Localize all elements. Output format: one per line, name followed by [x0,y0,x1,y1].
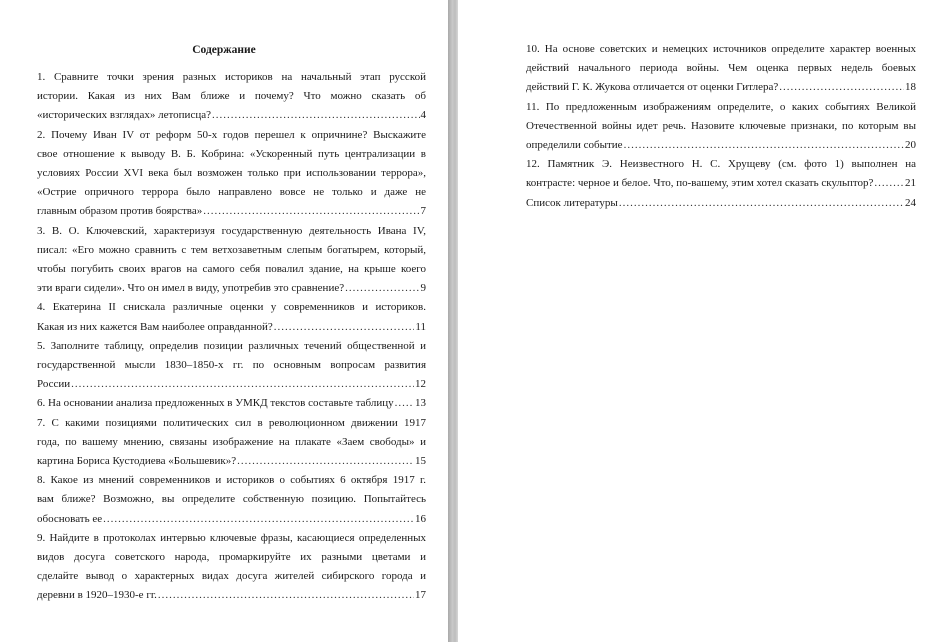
dot-leader [103,510,414,529]
dot-leader [212,106,420,125]
toc-entry-text: Список литературы [526,196,618,209]
dot-leader [345,279,419,298]
toc-page-number: 21 [905,177,916,190]
page-gutter [448,0,458,642]
toc-entry[interactable] [37,394,426,413]
toc-entry-line: Отечественной войны идет речь. Назовите ключевые признаки, по которым вы [526,119,916,132]
dot-leader [71,375,414,394]
toc-page-number: 15 [415,455,426,468]
toc-page-number: 9 [420,282,426,295]
toc-page-number: 17 [415,589,426,602]
toc-entry-line: 3. В. О. Ключевский, характеризуя государственную деятельность Ивана IV, [37,224,426,237]
toc-entry[interactable] [37,337,426,395]
toc-entry-line: условиях России XVI века был возможен только при использовании террора», [37,167,426,180]
document-page-left [0,0,448,642]
toc-page-number: 20 [905,139,916,152]
toc-entry-line: 10. На основе советских и немецких источников определите характер военных [526,43,916,55]
toc-entry[interactable] [37,414,426,472]
toc-entry-last-line [526,78,916,97]
toc-entry[interactable] [37,529,426,606]
toc-entry-text: определили событие [526,139,623,152]
toc-entry-last-line [37,510,426,529]
toc-entry-text: «исторических взглядах» летописца? [37,109,211,122]
toc-entry-line: 11. По предложенным изображениям определите, о каких событиях Великой [526,100,916,113]
toc-entry-last-line [37,452,426,471]
toc-entry-line: «Острие опричного террора было направлено вовсе не только и даже не [37,186,426,199]
toc-entry-text: 6. На основании анализа предложенных в УМКД текстов составьте таблицу [37,397,394,410]
toc-page-number: 13 [415,397,426,410]
dot-leader [203,202,419,221]
toc-page-number: 24 [905,196,916,209]
toc-entry-line: 5. Заполните таблицу, определив позиции различных течений общественной и [37,339,426,352]
dot-leader [237,452,414,471]
toc-entry-last-line [37,375,426,394]
toc-page-number: 18 [905,81,916,94]
toc-entry-last-line [526,136,916,155]
toc-entry[interactable] [37,68,426,126]
toc-entry-line: свое отношение к выводу В. Б. Кобрина: «Ускоренный путь централизации в [37,147,426,160]
toc-entry-line: 1. Сравните точки зрения разных историков на начальный этап русской [37,71,426,83]
toc-entry-text: обосновать ее [37,512,103,525]
dot-leader [874,174,904,193]
toc-entry-line: 2. Почему Иван IV от реформ 50-х годов перешел к опричнине? Выскажите [37,128,426,141]
toc-list-right [526,40,916,213]
toc-page-number: 16 [415,512,426,525]
dot-leader [158,586,414,605]
toc-entry-text: контрасте: черное и белое. Что, по-вашему, этим хотел сказать скульптор? [526,177,874,190]
toc-entry-text: Какая из них кажется Вам наиболее оправданной? [37,320,273,333]
toc-entry-text: России [37,378,71,391]
toc-entry-last-line [37,202,426,221]
dot-leader [619,194,904,213]
toc-entry-last-line [37,279,426,298]
toc-entry-last-line [37,394,426,413]
toc-page-number: 11 [415,320,426,333]
toc-entry-line: действий начального периода войны. Чем оценка первых недель боевых [526,62,916,75]
toc-entry-last-line [37,106,426,125]
toc-entry-line: 12. Памятник Э. Неизвестного Н. С. Хрущеву (см. фото 1) выполнен на [526,158,916,171]
toc-entry[interactable] [526,155,916,193]
toc-entry[interactable] [526,194,916,213]
toc-entry-text: эти враги сидели». Что он имел в виду, употребив это сравнение? [37,282,345,295]
toc-entry-line: 9. Найдите в протоколах интервью ключевые фразы, касающиеся определенных [37,531,426,544]
document-page-right [458,0,936,642]
toc-entry-last-line [37,586,426,605]
toc-entry-line: 8. Какое из мнений современников и историков о событиях 6 октября 1917 г. [37,474,426,487]
toc-entry-line: сделайте вывод о характерных видах досуга жителей сибирского города и [37,570,426,583]
toc-entry-text: действий Г. К. Жукова отличается от оценки Гитлера? [526,81,779,94]
toc-entry[interactable] [37,298,426,336]
dot-leader [274,318,415,337]
toc-entry-line: вам ближе? Возможно, вы определите собственную позицию. Попытайтесь [37,493,426,506]
toc-title: Содержание [192,44,256,56]
toc-entry-line: писал: «Его можно сравнить с тем ветхозаветным слепым богатырем, который, [37,243,426,256]
toc-entry-line: 4. Екатерина II снискала различные оценки у современников и историков. [37,301,426,314]
toc-page-number: 12 [415,378,426,391]
toc-entry[interactable] [526,98,916,156]
toc-entry-line: 7. С какими позициями политических сил в революционном движении 1917 [37,416,426,429]
toc-entry-line: видов досуга советского народа, промаркируйте их разными цветами и [37,551,426,564]
toc-entry[interactable] [37,471,426,529]
toc-entry-text: картина Бориса Кустодиева «Большевик»? [37,455,237,468]
toc-page-number: 4 [420,109,426,122]
toc-list-left [37,68,426,606]
toc-entry-last-line [526,174,916,193]
toc-entry-text: главным образом против боярства» [37,205,203,218]
toc-entry-text: деревни в 1920–1930-е гг. [37,589,157,602]
toc-entry-last-line [37,318,426,337]
dot-leader [395,394,414,413]
toc-entry[interactable] [37,222,426,299]
toc-entry-line: государственной мысли 1830–1850-х гг. по основным вопросам развития [37,359,426,372]
toc-entry[interactable] [526,40,916,98]
toc-entry[interactable] [37,126,426,222]
toc-page-number: 7 [420,205,426,218]
dot-leader [624,136,904,155]
toc-entry-line: истории. Какая из них Вам ближе и почему? Что можно сказать об [37,90,426,103]
toc-entry-last-line [526,194,916,213]
toc-entry-line: года, по вашему мнению, связаны изображение на плакате «Заем свободы» и [37,435,426,448]
toc-entry-line: чтобы погубить своих врагов на самого себя повалил здание, на крыше коего [37,263,426,276]
dot-leader [779,78,904,97]
